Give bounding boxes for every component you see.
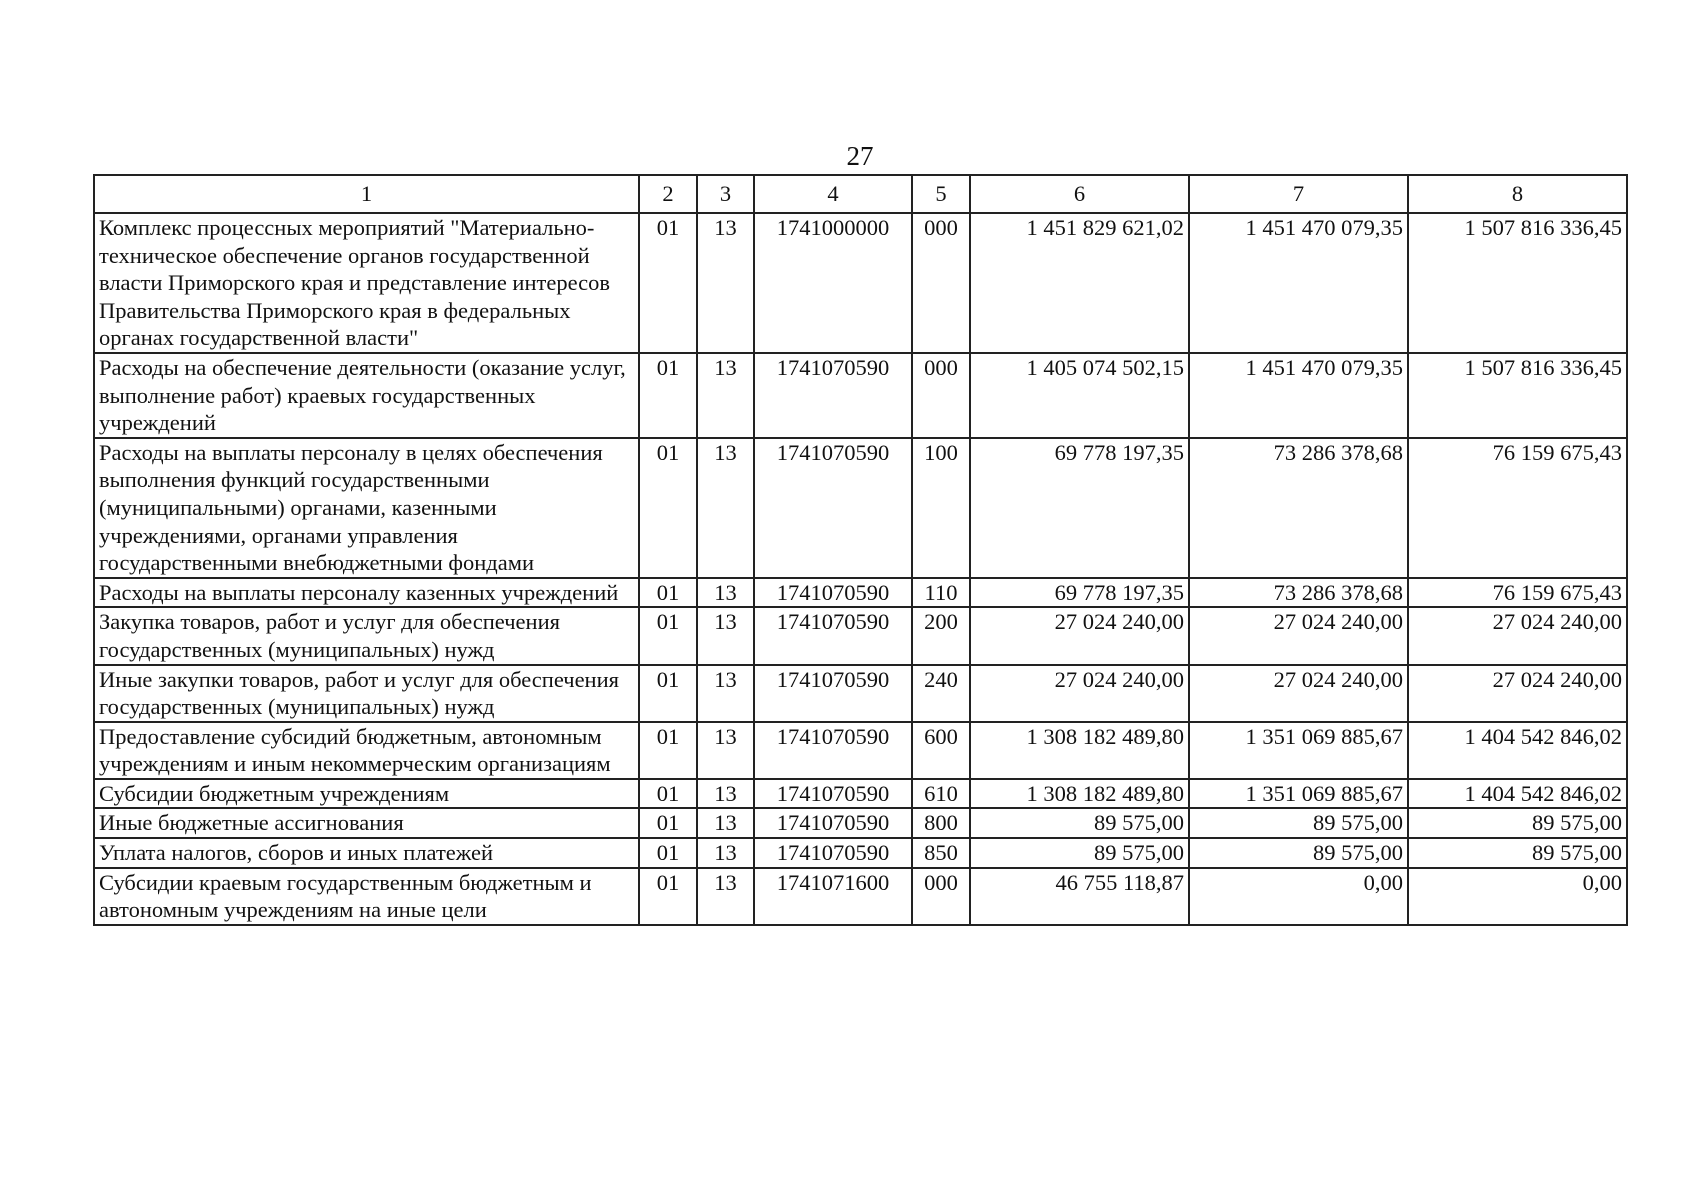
subsection-code: 13 xyxy=(697,353,754,438)
expense-type-code: 110 xyxy=(912,578,970,608)
expense-type-code: 600 xyxy=(912,722,970,779)
amount-col-8: 0,00 xyxy=(1408,868,1627,925)
target-item-code: 1741070590 xyxy=(754,665,912,722)
amount-col-6: 69 778 197,35 xyxy=(970,438,1189,578)
table-row xyxy=(94,838,1627,868)
section-code: 01 xyxy=(639,213,697,353)
column-header: 5 xyxy=(912,175,970,213)
expense-type-code: 800 xyxy=(912,808,970,838)
amount-col-7: 73 286 378,68 xyxy=(1189,578,1408,608)
amount-col-6: 46 755 118,87 xyxy=(970,868,1189,925)
amount-col-6: 1 308 182 489,80 xyxy=(970,779,1189,809)
table-row xyxy=(94,779,1627,809)
amount-col-8: 1 507 816 336,45 xyxy=(1408,353,1627,438)
target-item-code: 1741071600 xyxy=(754,868,912,925)
expense-name: Субсидии бюджетным учреждениям xyxy=(94,779,639,809)
expense-name: Закупка товаров, работ и услуг для обеспечения государственных (муниципальных) нужд xyxy=(94,607,639,664)
amount-col-7: 27 024 240,00 xyxy=(1189,665,1408,722)
expense-name: Расходы на выплаты персоналу казенных учреждений xyxy=(94,578,639,608)
section-code: 01 xyxy=(639,779,697,809)
expense-type-code: 100 xyxy=(912,438,970,578)
amount-col-8: 89 575,00 xyxy=(1408,808,1627,838)
amount-col-8: 89 575,00 xyxy=(1408,838,1627,868)
column-header: 4 xyxy=(754,175,912,213)
column-header: 2 xyxy=(639,175,697,213)
expense-type-code: 850 xyxy=(912,838,970,868)
amount-col-7: 1 451 470 079,35 xyxy=(1189,353,1408,438)
subsection-code: 13 xyxy=(697,722,754,779)
amount-col-6: 27 024 240,00 xyxy=(970,607,1189,664)
amount-col-8: 1 507 816 336,45 xyxy=(1408,213,1627,353)
table-row xyxy=(94,607,1627,664)
table-row xyxy=(94,353,1627,438)
section-code: 01 xyxy=(639,808,697,838)
expense-name: Комплекс процессных мероприятий "Материально-техническое обеспечение органов государственной власти Приморского края и представление интересов Правительства Приморского края в федеральных органах государственной власти" xyxy=(94,213,639,353)
amount-col-6: 69 778 197,35 xyxy=(970,578,1189,608)
target-item-code: 1741070590 xyxy=(754,779,912,809)
target-item-code: 1741070590 xyxy=(754,808,912,838)
section-code: 01 xyxy=(639,868,697,925)
subsection-code: 13 xyxy=(697,438,754,578)
amount-col-7: 1 351 069 885,67 xyxy=(1189,779,1408,809)
target-item-code: 1741070590 xyxy=(754,722,912,779)
expense-type-code: 000 xyxy=(912,353,970,438)
amount-col-6: 27 024 240,00 xyxy=(970,665,1189,722)
expense-type-code: 610 xyxy=(912,779,970,809)
budget-table xyxy=(93,174,1628,926)
amount-col-6: 89 575,00 xyxy=(970,838,1189,868)
subsection-code: 13 xyxy=(697,868,754,925)
expense-name: Расходы на обеспечение деятельности (оказание услуг, выполнение работ) краевых государственных учреждений xyxy=(94,353,639,438)
expense-type-code: 200 xyxy=(912,607,970,664)
amount-col-7: 1 351 069 885,67 xyxy=(1189,722,1408,779)
expense-name: Предоставление субсидий бюджетным, автономным учреждениям и иным некоммерческим организациям xyxy=(94,722,639,779)
amount-col-7: 89 575,00 xyxy=(1189,808,1408,838)
section-code: 01 xyxy=(639,353,697,438)
subsection-code: 13 xyxy=(697,213,754,353)
amount-col-8: 27 024 240,00 xyxy=(1408,607,1627,664)
section-code: 01 xyxy=(639,838,697,868)
target-item-code: 1741070590 xyxy=(754,353,912,438)
column-header: 6 xyxy=(970,175,1189,213)
amount-col-6: 1 308 182 489,80 xyxy=(970,722,1189,779)
expense-type-code: 240 xyxy=(912,665,970,722)
table-row xyxy=(94,438,1627,578)
expense-name: Расходы на выплаты персоналу в целях обеспечения выполнения функций государственными (муниципальными) органами, казенными учреждениями, органами управления государственными внебюджетными фондами xyxy=(94,438,639,578)
target-item-code: 1741070590 xyxy=(754,607,912,664)
amount-col-8: 27 024 240,00 xyxy=(1408,665,1627,722)
page-number: 27 xyxy=(846,141,874,171)
column-header: 3 xyxy=(697,175,754,213)
subsection-code: 13 xyxy=(697,578,754,608)
target-item-code: 1741070590 xyxy=(754,438,912,578)
table-row xyxy=(94,808,1627,838)
amount-col-7: 27 024 240,00 xyxy=(1189,607,1408,664)
target-item-code: 1741000000 xyxy=(754,213,912,353)
target-item-code: 1741070590 xyxy=(754,578,912,608)
amount-col-8: 1 404 542 846,02 xyxy=(1408,779,1627,809)
subsection-code: 13 xyxy=(697,779,754,809)
target-item-code: 1741070590 xyxy=(754,838,912,868)
expense-name: Уплата налогов, сборов и иных платежей xyxy=(94,838,639,868)
subsection-code: 13 xyxy=(697,665,754,722)
header-row xyxy=(94,175,1627,213)
amount-col-8: 76 159 675,43 xyxy=(1408,578,1627,608)
amount-col-6: 1 405 074 502,15 xyxy=(970,353,1189,438)
section-code: 01 xyxy=(639,665,697,722)
subsection-code: 13 xyxy=(697,838,754,868)
expense-type-code: 000 xyxy=(912,213,970,353)
expense-name: Иные бюджетные ассигнования xyxy=(94,808,639,838)
amount-col-7: 73 286 378,68 xyxy=(1189,438,1408,578)
subsection-code: 13 xyxy=(697,607,754,664)
amount-col-8: 1 404 542 846,02 xyxy=(1408,722,1627,779)
column-header: 8 xyxy=(1408,175,1627,213)
amount-col-7: 89 575,00 xyxy=(1189,838,1408,868)
expense-name: Субсидии краевым государственным бюджетным и автономным учреждениям на иные цели xyxy=(94,868,639,925)
section-code: 01 xyxy=(639,438,697,578)
column-header: 1 xyxy=(94,175,639,213)
amount-col-7: 0,00 xyxy=(1189,868,1408,925)
amount-col-7: 1 451 470 079,35 xyxy=(1189,213,1408,353)
table-row xyxy=(94,868,1627,925)
table-row xyxy=(94,213,1627,353)
amount-col-8: 76 159 675,43 xyxy=(1408,438,1627,578)
section-code: 01 xyxy=(639,578,697,608)
table-row xyxy=(94,665,1627,722)
section-code: 01 xyxy=(639,722,697,779)
expense-name: Иные закупки товаров, работ и услуг для обеспечения государственных (муниципальных) нужд xyxy=(94,665,639,722)
subsection-code: 13 xyxy=(697,808,754,838)
table-row xyxy=(94,578,1627,608)
expense-type-code: 000 xyxy=(912,868,970,925)
table-row xyxy=(94,722,1627,779)
column-header: 7 xyxy=(1189,175,1408,213)
section-code: 01 xyxy=(639,607,697,664)
amount-col-6: 89 575,00 xyxy=(970,808,1189,838)
amount-col-6: 1 451 829 621,02 xyxy=(970,213,1189,353)
